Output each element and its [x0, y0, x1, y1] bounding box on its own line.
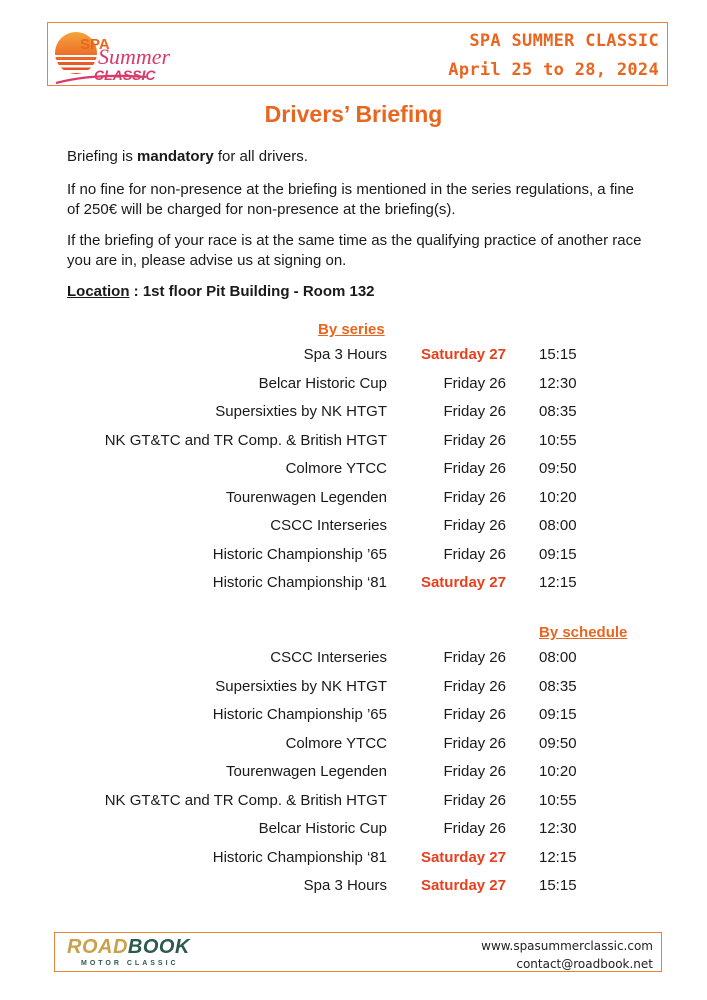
location-line — [67, 282, 642, 302]
series-name: CSCC Interseries — [270, 649, 387, 666]
briefing-day: Friday 26 — [443, 545, 506, 563]
series-name: Supersixties by NK HTGT — [215, 403, 387, 420]
series-name: Spa 3 Hours — [303, 877, 387, 894]
series-name: Tourenwagen Legenden — [226, 488, 387, 506]
briefing-day: Friday 26 — [443, 791, 506, 809]
briefing-time: 10:55 — [539, 431, 577, 449]
by-schedule-table — [0, 643, 707, 900]
briefing-time: 12:30 — [539, 820, 577, 837]
briefing-day: Saturday 27 — [420, 574, 506, 591]
table-row — [0, 843, 707, 872]
briefing-time: 15:15 — [539, 346, 577, 363]
briefing-time: 08:35 — [539, 403, 577, 420]
briefing-day: Saturday 27 — [420, 346, 506, 363]
series-name: Tourenwagen Legenden — [226, 763, 387, 780]
briefing-time: 09:15 — [539, 706, 577, 723]
table-row — [0, 700, 707, 729]
series-name: CSCC Interseries — [270, 517, 387, 534]
table-row — [0, 786, 707, 815]
spa-summer-classic-logo — [54, 25, 204, 85]
fine-paragraph: If no fine for non-presence at the briefing is mentioned in the series regulations, a fine of 250€ will be charged for non-presence at the briefing(s). — [67, 181, 635, 218]
series-name: Historic Championship ‘81 — [212, 848, 387, 866]
table-row — [0, 540, 707, 569]
table-row — [0, 568, 707, 597]
table-row — [0, 511, 707, 540]
briefing-time: 10:20 — [539, 763, 577, 780]
series-name: Spa 3 Hours — [303, 346, 387, 363]
briefing-day: Friday 26 — [443, 403, 506, 420]
briefing-time: 15:15 — [539, 877, 577, 894]
briefing-day: Friday 26 — [443, 734, 506, 752]
table-row — [0, 426, 707, 455]
event-dates: April 25 to 28, 2024 — [448, 60, 659, 80]
briefing-time: 08:00 — [539, 649, 577, 666]
email-link[interactable]: contact@roadbook.net — [516, 957, 653, 971]
series-name: Historic Championship ‘81 — [212, 574, 387, 591]
table-row — [0, 397, 707, 426]
briefing-time: 08:35 — [539, 677, 577, 695]
series-name: Belcar Historic Cup — [258, 374, 387, 392]
table-row — [0, 643, 707, 672]
briefing-day: Friday 26 — [443, 677, 506, 695]
table-row — [0, 814, 707, 843]
by-series-table — [0, 340, 707, 597]
roadbook-logo: ROADBOOK MOTOR CLASSIC — [67, 936, 190, 967]
header-box — [47, 22, 668, 86]
svg-text:SPA: SPA — [80, 36, 110, 53]
briefing-day: Saturday 27 — [420, 848, 506, 866]
by-schedule-label: By schedule — [539, 624, 628, 641]
briefing-day: Friday 26 — [443, 706, 506, 723]
briefing-time: 09:50 — [539, 734, 577, 752]
series-name: NK GT&TC and TR Comp. & British HTGT — [104, 431, 387, 449]
svg-text:Summer: Summer — [98, 44, 171, 69]
briefing-day: Saturday 27 — [420, 877, 506, 894]
table-row — [0, 729, 707, 758]
series-name: Colmore YTCC — [285, 734, 387, 752]
briefing-day: Friday 26 — [443, 763, 506, 780]
footer-box — [54, 932, 662, 972]
by-series-label: By series — [318, 321, 385, 338]
briefing-day: Friday 26 — [443, 374, 506, 392]
briefing-day: Friday 26 — [443, 488, 506, 506]
table-row — [0, 340, 707, 369]
briefing-day: Friday 26 — [443, 517, 506, 534]
series-name: Historic Championship ’65 — [212, 545, 387, 563]
series-name: Colmore YTCC — [285, 460, 387, 477]
table-row — [0, 369, 707, 398]
table-row — [0, 454, 707, 483]
conflict-paragraph: If the briefing of your race is at the same time as the qualifying practice of another race you are in, please advise us at signing on. — [67, 232, 642, 269]
location-value: : 1st floor Pit Building - Room 132 — [129, 283, 375, 300]
table-row — [0, 483, 707, 512]
series-name: Supersixties by NK HTGT — [215, 677, 387, 695]
svg-text:CLASSIC: CLASSIC — [94, 67, 156, 83]
briefing-time: 10:20 — [539, 488, 577, 506]
series-name: Belcar Historic Cup — [258, 820, 387, 837]
mandatory-paragraph: Briefing is mandatory for all drivers. — [67, 148, 308, 165]
page-title: Drivers’ Briefing — [264, 101, 443, 127]
table-row — [0, 871, 707, 900]
table-row — [0, 672, 707, 701]
table-row — [0, 757, 707, 786]
briefing-time: 12:15 — [539, 574, 577, 591]
location-label: Location — [67, 283, 130, 300]
briefing-day: Friday 26 — [443, 431, 506, 449]
series-name: NK GT&TC and TR Comp. & British HTGT — [104, 791, 387, 809]
briefing-day: Friday 26 — [443, 820, 506, 837]
series-name: Historic Championship ’65 — [212, 706, 387, 723]
briefing-time: 09:50 — [539, 460, 577, 477]
briefing-day: Friday 26 — [443, 649, 506, 666]
briefing-time: 10:55 — [539, 791, 577, 809]
briefing-time: 12:30 — [539, 374, 577, 392]
briefing-time: 12:15 — [539, 848, 577, 866]
briefing-time: 08:00 — [539, 517, 577, 534]
briefing-time: 09:15 — [539, 545, 577, 563]
event-title: SPA SUMMER CLASSIC — [469, 31, 659, 51]
briefing-day: Friday 26 — [443, 460, 506, 477]
website-link[interactable]: www.spasummerclassic.com — [481, 939, 653, 953]
